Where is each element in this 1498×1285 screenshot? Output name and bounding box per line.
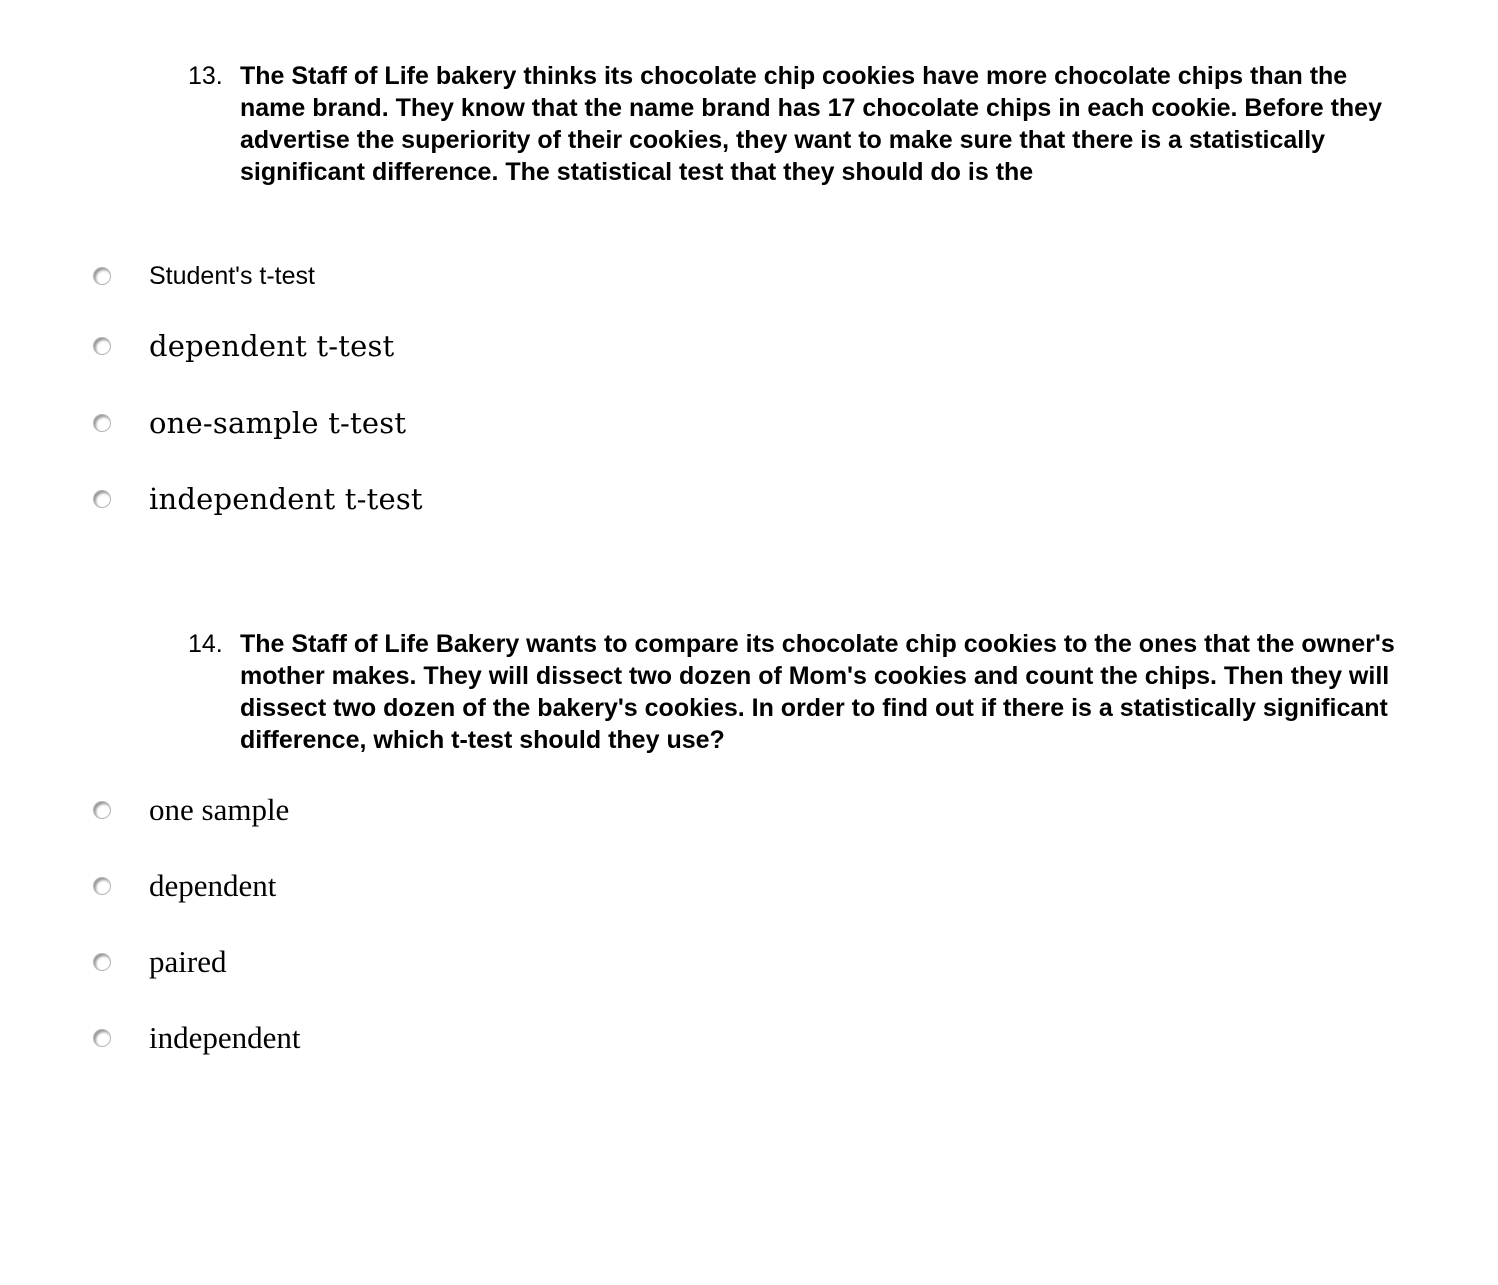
q13-option-d[interactable] <box>93 479 423 519</box>
option-label: Student's t-test <box>149 261 315 290</box>
question-text: The Staff of Life bakery thinks its chocolate chip cookies have more chocolate chips than the name brand. They know that the name brand has 17 chocolate chips in each cookie. Before they advertise the superiority of their cookies, they want to make sure that there is a statistically significant difference. The statistical test that they should do is the <box>240 62 1382 186</box>
question-number: 14. <box>188 630 223 658</box>
q13-option-a[interactable] <box>93 256 315 296</box>
radio-button[interactable] <box>93 414 111 432</box>
question-13 <box>188 60 1398 188</box>
radio-button[interactable] <box>93 490 111 508</box>
q13-option-c[interactable] <box>93 403 406 443</box>
q14-option-c[interactable] <box>93 942 226 982</box>
radio-button[interactable] <box>93 1029 111 1047</box>
radio-button[interactable] <box>93 337 111 355</box>
option-label: dependent <box>149 868 277 903</box>
q14-option-d[interactable] <box>93 1018 301 1058</box>
radio-button[interactable] <box>93 953 111 971</box>
option-label: independent t-test <box>149 482 423 516</box>
option-label: paired <box>149 944 227 979</box>
option-label: one-sample t-test <box>149 406 407 440</box>
radio-button[interactable] <box>93 267 111 285</box>
q13-option-b[interactable] <box>93 326 394 366</box>
option-label: one sample <box>149 792 290 827</box>
option-label: dependent t-test <box>149 329 395 363</box>
q14-option-b[interactable] <box>93 866 276 906</box>
question-text: The Staff of Life Bakery wants to compare its chocolate chip cookies to the ones that the owner's mother makes. They will dissect two dozen of Mom's cookies and count the chips. Then they will dissect two dozen of the bakery's cookies. In order to find out if there is a statistically significant difference, which t-test should they use? <box>240 630 1395 754</box>
question-14 <box>188 628 1398 756</box>
radio-button[interactable] <box>93 877 111 895</box>
option-label: independent <box>149 1020 301 1055</box>
radio-button[interactable] <box>93 801 111 819</box>
question-number: 13. <box>188 62 223 90</box>
q14-option-a[interactable] <box>93 790 289 830</box>
